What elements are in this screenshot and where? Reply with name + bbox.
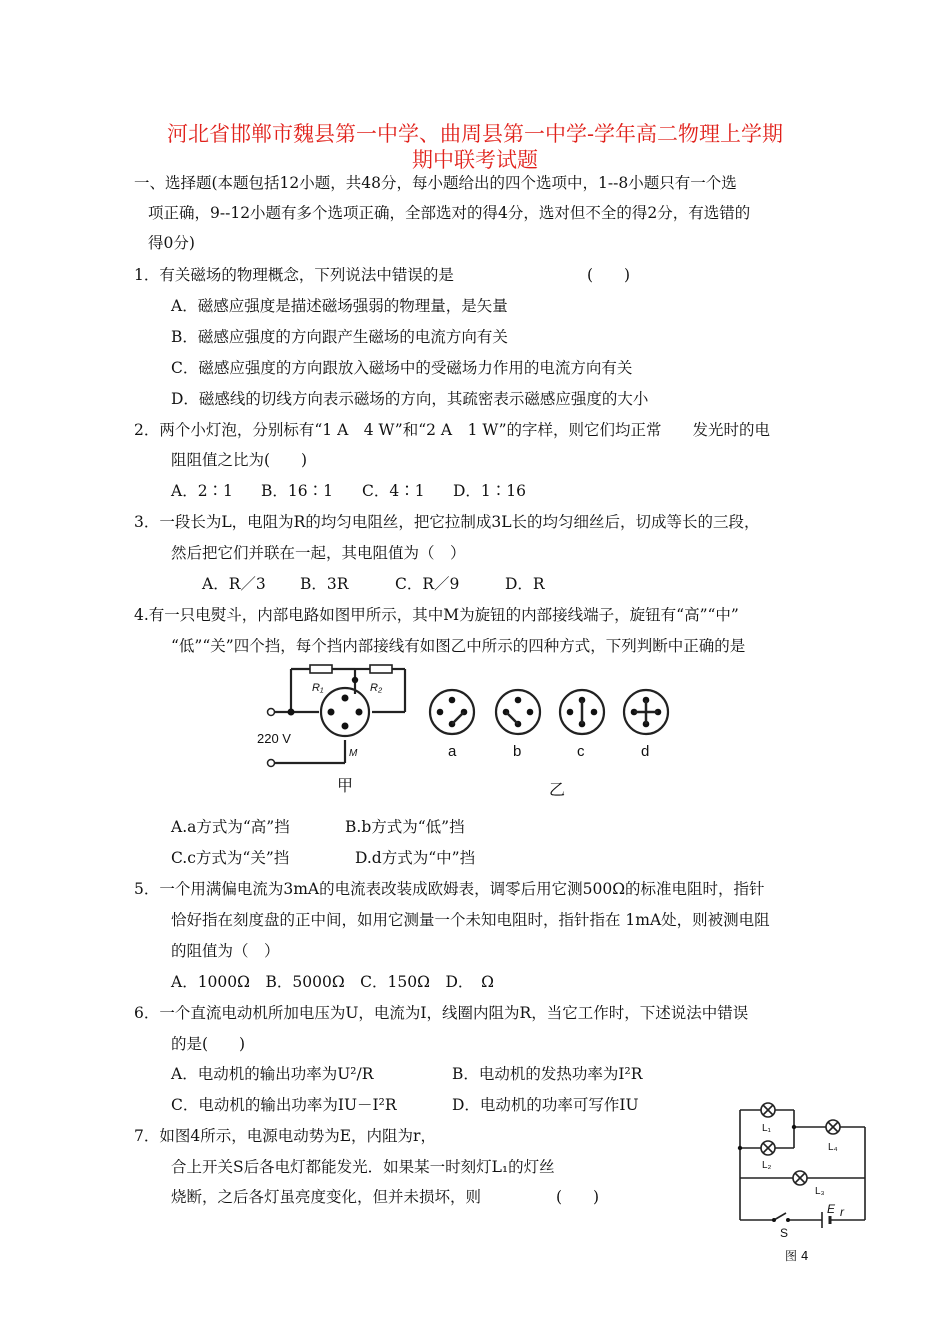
section-instructions-line2: 项正确，9--12小题有多个选项正确，全部选对的得4分，选对但不全的得2分，有选错的	[148, 204, 751, 222]
section-instructions-line1: 一、选择题(本题包括12小题，共48分，每小题给出的四个选项中，1--8小题只有一个选	[134, 174, 737, 192]
q2-stem-line1: 2．两个小灯泡，分别标有“1 A 4 W”和“2 A 1 W”的字样，则它们均正常 发光时的电	[134, 421, 771, 439]
q5-stem-line1: 5．一个用满偏电流为3mA的电流表改装成欧姆表，调零后用它测500Ω的标准电阻时，指针	[134, 880, 765, 898]
q4-stem-line2: “低”“关”四个挡，每个挡内部接线有如图乙中所示的四种方式，下列判断中正确的是	[171, 637, 746, 655]
knob-a-label: a	[448, 743, 457, 760]
q3-option-d: D．R	[505, 575, 545, 593]
q7-answer-paren: ( )	[556, 1188, 600, 1206]
page-title-line2: 期中联考试题	[412, 148, 538, 172]
knob-b	[496, 690, 540, 734]
q3-option-b: B．3R	[300, 575, 349, 593]
q3-option-a: A．R／3	[202, 575, 266, 593]
q1-stem: 1．有关磁场的物理概念，下列说法中错误的是	[134, 266, 454, 284]
q4-stem-line1: 4.有一只电熨斗，内部电路如图甲所示，其中M为旋钮的内部接线端子，旋钮有“高”“中”	[134, 606, 739, 624]
voltage-label: 220 V	[257, 731, 291, 746]
q5-options: A．1000Ω B．5000Ω C．150Ω D． Ω	[171, 973, 495, 991]
page-title-line1: 河北省邯郸市魏县第一中学、曲周县第一中学-学年高二物理上学期	[166, 122, 784, 146]
q2-stem-line2: 阻阻值之比为( )	[171, 451, 308, 469]
q1-option-b: B．磁感应强度的方向跟产生磁场的电流方向有关	[171, 328, 508, 346]
q2-option-a: A．2∶1	[171, 482, 233, 500]
internal-r-label: r	[840, 1205, 844, 1219]
caption-jia: 甲	[337, 776, 354, 795]
q2-option-c: C．4∶1	[362, 482, 425, 500]
q1-option-c: C．磁感应强度的方向跟放入磁场中的受磁场力作用的电流方向有关	[171, 359, 633, 377]
caption-yi: 乙	[549, 780, 566, 799]
q6-option-a: A．电动机的输出功率为U²/R	[171, 1065, 374, 1083]
q7-stem-line1: 7．如图4所示，电源电动势为E，内阻为r，	[134, 1127, 436, 1145]
q1-option-a: A．磁感应强度是描述磁场强弱的物理量，是矢量	[171, 297, 508, 315]
q2-option-d: D．1∶16	[453, 482, 527, 500]
q3-stem-line2: 然后把它们并联在一起，其电阻值为（ ）	[171, 544, 466, 562]
section-instructions-line3: 得0分)	[148, 234, 195, 252]
q2-option-b: B．16∶1	[261, 482, 333, 500]
q4-option-c: C.c方式为“关”挡	[171, 849, 290, 867]
q4-option-d: D.d方式为“中”挡	[355, 849, 476, 867]
r2-resistor	[370, 665, 392, 673]
q7-circuit-figure	[730, 1100, 875, 1270]
emf-label: E	[827, 1202, 836, 1216]
q3-option-c: C．R／9	[395, 575, 460, 593]
q5-stem-line2: 恰好指在刻度盘的正中间，如用它测量一个未知电阻时，指针指在 1mA处，则被测电阻	[171, 911, 770, 929]
q6-option-d: D．电动机的功率可写作IU	[452, 1096, 639, 1114]
l3-label: L₃	[815, 1186, 825, 1197]
figure4-caption: 图 4	[785, 1249, 809, 1263]
q6-stem-line2: 的是( )	[171, 1035, 246, 1053]
r2-label: R₂	[370, 682, 383, 694]
terminal-m-label: M	[349, 748, 358, 759]
l1-label: L₁	[762, 1123, 771, 1134]
r1-label: R₁	[312, 682, 324, 694]
switch-label: S	[780, 1226, 789, 1240]
q6-option-b: B．电动机的发热功率为I²R	[452, 1065, 643, 1083]
knob-b-label: b	[513, 743, 522, 760]
knob-d-label: d	[641, 743, 650, 760]
knob-c-label: c	[577, 743, 585, 760]
q3-stem-line1: 3．一段长为L，电阻为R的均匀电阻丝，把它拉制成3L长的均匀细丝后，切成等长的三段，	[134, 513, 760, 531]
knob-a	[430, 690, 474, 734]
q6-stem-line1: 6．一个直流电动机所加电压为U，电流为I，线圈内阻为R，当它工作时，下述说法中错误	[134, 1004, 749, 1022]
l4-label: L₄	[828, 1142, 838, 1153]
q4-option-b: B.b方式为“低”挡	[345, 818, 465, 836]
q1-option-d: D．磁感线的切线方向表示磁场的方向，其疏密表示磁感应强度的大小	[171, 390, 649, 408]
q4-option-a: A.a方式为“高”挡	[171, 818, 290, 836]
q1-answer-paren: ( )	[587, 266, 631, 284]
r1-resistor	[310, 665, 332, 673]
q6-option-c: C．电动机的输出功率为IU－I²R	[171, 1096, 397, 1114]
l2-label: L₂	[762, 1160, 772, 1171]
q7-stem-line2: 合上开关S后各电灯都能发光．如果某一时刻灯L₁的灯丝	[171, 1158, 555, 1176]
q5-stem-line3: 的阻值为（ ）	[171, 942, 280, 960]
q4-circuit-figure	[255, 660, 685, 800]
q7-stem-line3: 烧断，之后各灯虽亮度变化，但并未损坏，则	[171, 1188, 482, 1206]
